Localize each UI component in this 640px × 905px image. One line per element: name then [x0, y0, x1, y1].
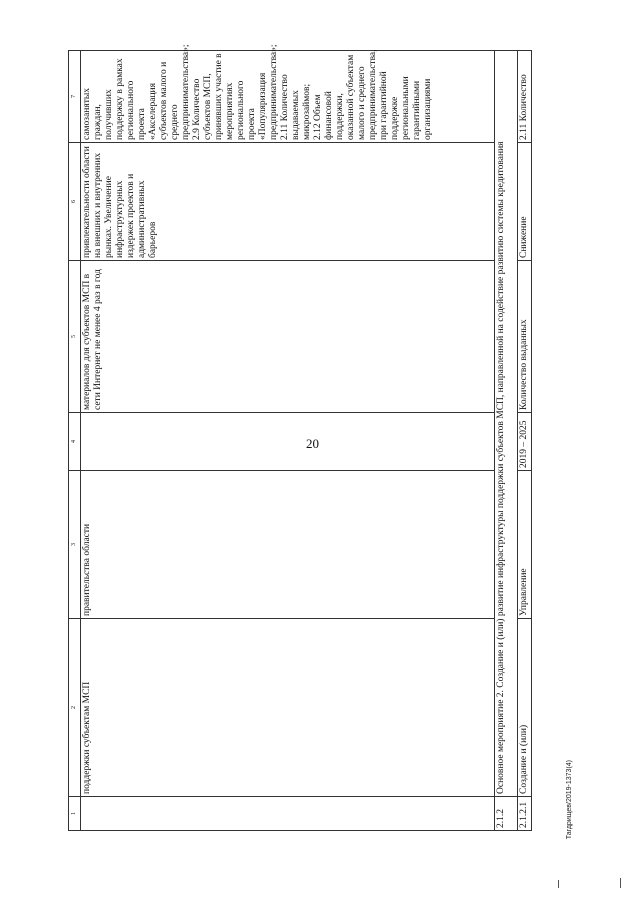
col-num-5: 5: [69, 261, 81, 413]
cell-consequences: Снижение: [518, 143, 532, 261]
table-row: [495, 51, 518, 831]
col-num-6: 6: [69, 143, 81, 261]
cell-executor: Управление: [518, 471, 532, 619]
main-measure-title: Основное мероприятие 2. Создание и (или) развитие инфраструктуры поддержки субъектов МСП, направленной на содействие развитию системы кредитования: [495, 51, 518, 797]
table-row: [81, 51, 495, 831]
program-table: [68, 44, 532, 831]
cell-period: [81, 413, 495, 471]
col-num-3: 3: [69, 471, 81, 619]
cell-name: Создание и (или): [518, 619, 532, 797]
rotated-table-area: [68, 44, 562, 831]
document-code: Тагдрищев/2019-1373(4): [566, 760, 573, 840]
col-num-1: 1: [69, 797, 81, 831]
cell-name: поддержки субъектам МСП: [81, 619, 495, 797]
cell-indicators: 2.11 Количество: [518, 51, 532, 143]
cell-period: 2019 – 2025: [518, 413, 532, 471]
cell-index: 2.1.2: [495, 797, 518, 831]
cell-index: [81, 797, 495, 831]
col-num-2: 2: [69, 619, 81, 797]
cell-result: Количество выданных: [518, 261, 532, 413]
scan-mark: [558, 880, 559, 888]
cell-consequences: привлекательности области на внешних и внутренних рынках. Увеличение инфраструктурных издержек проектов и административных барьеров: [81, 143, 495, 261]
col-num-4: 4: [69, 413, 81, 471]
scan-mark: [620, 878, 621, 888]
cell-result: материалов для субъектов МСП в сети Интернет не менее 4 раз в год: [81, 261, 495, 413]
col-num-7: 7: [69, 51, 81, 143]
page-number: 20: [306, 436, 319, 451]
cell-indicators: самозанятых граждан, получивших поддержку в рамках регионального проекта «Акселерация субъектов малого и среднего предпринимательства»; 2.9 Количество субъектов МСП, принявших участие в мероприятиях регионального проекта «Популяризация предпринимательства»; 2.11 Количество выдаваемых микрозаймов; 2.12 Объем финансовой поддержки, оказанной субъектам малого и среднего предпринимательства, при гарантийной поддержке региональными гарантийными организациями: [81, 51, 495, 143]
cell-index: 2.1.2.1: [518, 797, 532, 831]
column-number-row: [69, 51, 81, 831]
table-row: [518, 51, 532, 831]
cell-executor: правительства области: [81, 471, 495, 619]
